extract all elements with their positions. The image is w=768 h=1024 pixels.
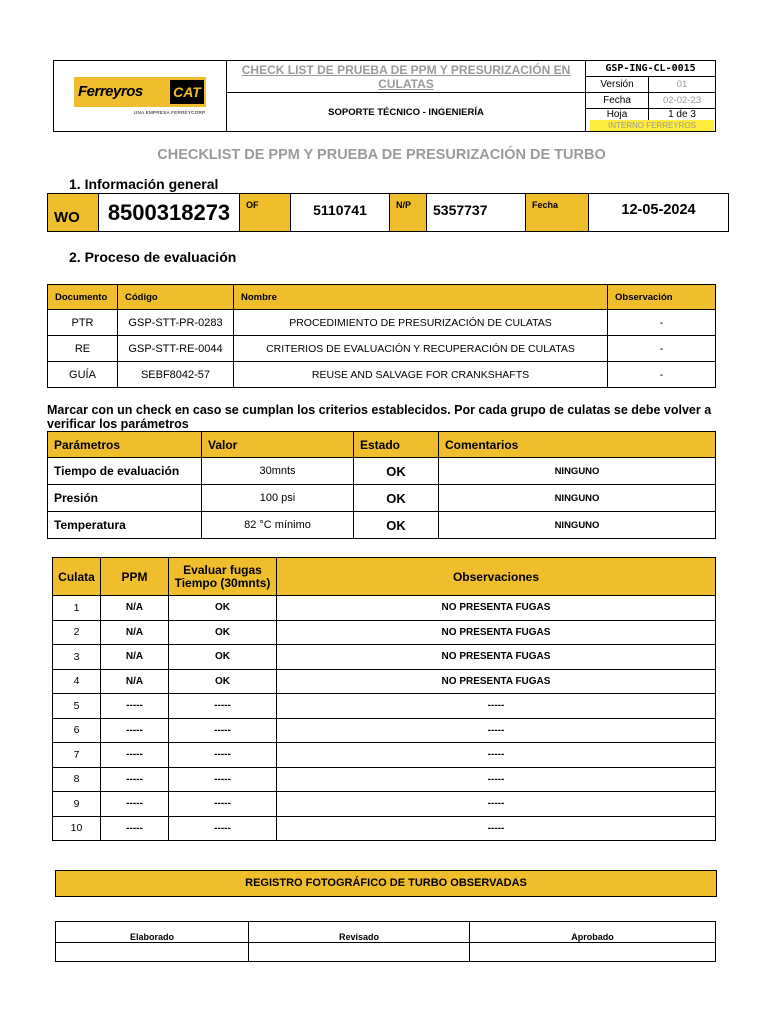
- param-value: 30mnts: [202, 458, 354, 485]
- doc-subtitle: SOPORTE TÉCNICO - INGENIERÍA: [227, 93, 586, 132]
- culata-number: 6: [53, 718, 101, 743]
- culata-ppm: -----: [101, 694, 169, 719]
- table-row: [48, 362, 716, 388]
- np-value: 5357737: [427, 194, 526, 232]
- param-name: Presión: [48, 485, 202, 512]
- table-row: [48, 336, 716, 362]
- version-value: 01: [649, 77, 716, 93]
- culata-ppm: -----: [101, 767, 169, 792]
- col-observaciones: Observaciones: [277, 558, 716, 596]
- page-label: Hoja: [586, 109, 649, 132]
- col-codigo: Código: [118, 285, 234, 310]
- classification-badge: INTERNO FERREYROS: [590, 120, 714, 131]
- col-observacion: Observación: [608, 285, 716, 310]
- parameters-table: [47, 431, 716, 539]
- culata-number: 5: [53, 694, 101, 719]
- cat-badge: CAT: [170, 80, 204, 104]
- doc-code: SEBF8042-57: [118, 362, 234, 388]
- col-ppm: PPM: [101, 558, 169, 596]
- doc-code: GSP-STT-PR-0283: [118, 310, 234, 336]
- culata-observacion: NO PRESENTA FUGAS: [277, 596, 716, 621]
- logo-cell: [54, 61, 227, 132]
- culata-observacion: NO PRESENTA FUGAS: [277, 669, 716, 694]
- documents-table: [47, 284, 716, 388]
- doc-code: GSP-STT-RE-0044: [118, 336, 234, 362]
- table-row: [53, 669, 716, 694]
- culata-ppm: N/A: [101, 645, 169, 670]
- version-label: Versión: [586, 77, 649, 93]
- logo-brand-text: Ferreyros: [78, 83, 143, 100]
- table-row: [53, 792, 716, 817]
- table-row: [53, 767, 716, 792]
- param-name: Tiempo de evaluación: [48, 458, 202, 485]
- param-status: OK: [354, 485, 439, 512]
- culata-observacion: -----: [277, 792, 716, 817]
- param-name: Temperatura: [48, 512, 202, 539]
- culata-ppm: -----: [101, 816, 169, 841]
- table-row: [48, 512, 716, 539]
- param-comment: NINGUNO: [439, 512, 716, 539]
- culata-number: 7: [53, 743, 101, 768]
- param-value: 100 psi: [202, 485, 354, 512]
- col-nombre: Nombre: [234, 285, 608, 310]
- table-row: [48, 485, 716, 512]
- culata-ppm: -----: [101, 743, 169, 768]
- param-comment: NINGUNO: [439, 458, 716, 485]
- table-row: [48, 458, 716, 485]
- culata-fugas: -----: [169, 718, 277, 743]
- col-aprobado: Aprobado: [470, 922, 716, 943]
- table-row: [53, 718, 716, 743]
- doc-name: PROCEDIMIENTO DE PRESURIZACIÓN DE CULATAS: [234, 310, 608, 336]
- doc-type: RE: [48, 336, 118, 362]
- culata-fugas: -----: [169, 816, 277, 841]
- table-header-row: [48, 285, 716, 310]
- culata-fugas: -----: [169, 767, 277, 792]
- culata-observacion: -----: [277, 767, 716, 792]
- doc-observation: -: [608, 310, 716, 336]
- col-parametros: Parámetros: [48, 432, 202, 458]
- doc-title: CHECK LIST DE PRUEBA DE PPM Y PRESURIZACIÓN EN CULATAS: [227, 61, 586, 93]
- doc-type: GUÍA: [48, 362, 118, 388]
- doc-observation: -: [608, 336, 716, 362]
- culata-observacion: NO PRESENTA FUGAS: [277, 645, 716, 670]
- table-row: [53, 694, 716, 719]
- table-header-row: [56, 922, 716, 943]
- culata-number: 3: [53, 645, 101, 670]
- culata-fugas: -----: [169, 743, 277, 768]
- culata-fugas: -----: [169, 792, 277, 817]
- culata-fugas: OK: [169, 669, 277, 694]
- param-status: OK: [354, 512, 439, 539]
- page-value: 1 de 3: [649, 109, 716, 132]
- col-comentarios: Comentarios: [439, 432, 716, 458]
- instructions-text: Marcar con un check en caso se cumplan los criterios establecidos. Por cada grupo de culatas se debe volver a verificar los parámetros: [47, 403, 712, 431]
- culata-ppm: -----: [101, 792, 169, 817]
- culata-number: 8: [53, 767, 101, 792]
- signature-aprobado[interactable]: [470, 943, 716, 962]
- table-header-row: [53, 558, 716, 596]
- culata-fugas: OK: [169, 645, 277, 670]
- culata-ppm: N/A: [101, 669, 169, 694]
- doc-name: REUSE AND SALVAGE FOR CRANKSHAFTS: [234, 362, 608, 388]
- culata-ppm: N/A: [101, 596, 169, 621]
- culata-observacion: -----: [277, 694, 716, 719]
- doc-type: PTR: [48, 310, 118, 336]
- signature-revisado[interactable]: [249, 943, 470, 962]
- np-label: N/P: [390, 194, 427, 232]
- table-header-row: [48, 432, 716, 458]
- signature-row: [56, 943, 716, 962]
- wo-value: 8500318273: [99, 194, 240, 232]
- param-status: OK: [354, 458, 439, 485]
- culatas-table: [52, 557, 716, 841]
- col-documento: Documento: [48, 285, 118, 310]
- section-general-info: 1. Información general: [69, 176, 219, 192]
- of-label: OF: [240, 194, 291, 232]
- culata-number: 4: [53, 669, 101, 694]
- culata-ppm: -----: [101, 718, 169, 743]
- col-elaborado: Elaborado: [56, 922, 249, 943]
- general-info-table: [47, 193, 729, 232]
- fecha-value: 12-05-2024: [589, 194, 729, 232]
- date-value: 02-02-23: [649, 93, 716, 109]
- doc-name: CRITERIOS DE EVALUACIÓN Y RECUPERACIÓN DE CULATAS: [234, 336, 608, 362]
- signature-elaborado[interactable]: [56, 943, 249, 962]
- col-estado: Estado: [354, 432, 439, 458]
- culata-observacion: -----: [277, 743, 716, 768]
- culata-number: 10: [53, 816, 101, 841]
- photo-record-banner: REGISTRO FOTOGRÁFICO DE TURBO OBSERVADAS: [55, 870, 717, 897]
- culata-observacion: -----: [277, 718, 716, 743]
- culata-ppm: N/A: [101, 620, 169, 645]
- of-value: 5110741: [291, 194, 390, 232]
- doc-observation: -: [608, 362, 716, 388]
- table-row: [48, 310, 716, 336]
- main-title: CHECKLIST DE PPM Y PRUEBA DE PRESURIZACIÓN DE TURBO: [157, 147, 606, 163]
- culata-number: 1: [53, 596, 101, 621]
- col-revisado: Revisado: [249, 922, 470, 943]
- param-value: 82 °C mínimo: [202, 512, 354, 539]
- culata-fugas: -----: [169, 694, 277, 719]
- logo-subtitle: UNA EMPRESA FERREYCORP: [134, 110, 206, 115]
- col-culata: Culata: [53, 558, 101, 596]
- signature-table: [55, 921, 716, 962]
- table-row: [53, 596, 716, 621]
- ferreyros-cat-logo: [74, 77, 206, 107]
- wo-label: WO: [48, 194, 99, 232]
- table-row: [53, 743, 716, 768]
- param-comment: NINGUNO: [439, 485, 716, 512]
- culata-observacion: -----: [277, 816, 716, 841]
- culata-fugas: OK: [169, 596, 277, 621]
- doc-code: GSP-ING-CL-0015: [586, 61, 716, 77]
- section-evaluation: 2. Proceso de evaluación: [69, 249, 237, 265]
- table-row: [53, 816, 716, 841]
- table-row: [53, 620, 716, 645]
- col-evaluar-fugas: Evaluar fugas Tiempo (30mnts): [169, 558, 277, 596]
- culata-number: 2: [53, 620, 101, 645]
- culata-fugas: OK: [169, 620, 277, 645]
- date-label: Fecha: [586, 93, 649, 109]
- table-row: [53, 645, 716, 670]
- culata-number: 9: [53, 792, 101, 817]
- fecha-label: Fecha: [526, 194, 589, 232]
- culata-observacion: NO PRESENTA FUGAS: [277, 620, 716, 645]
- col-valor: Valor: [202, 432, 354, 458]
